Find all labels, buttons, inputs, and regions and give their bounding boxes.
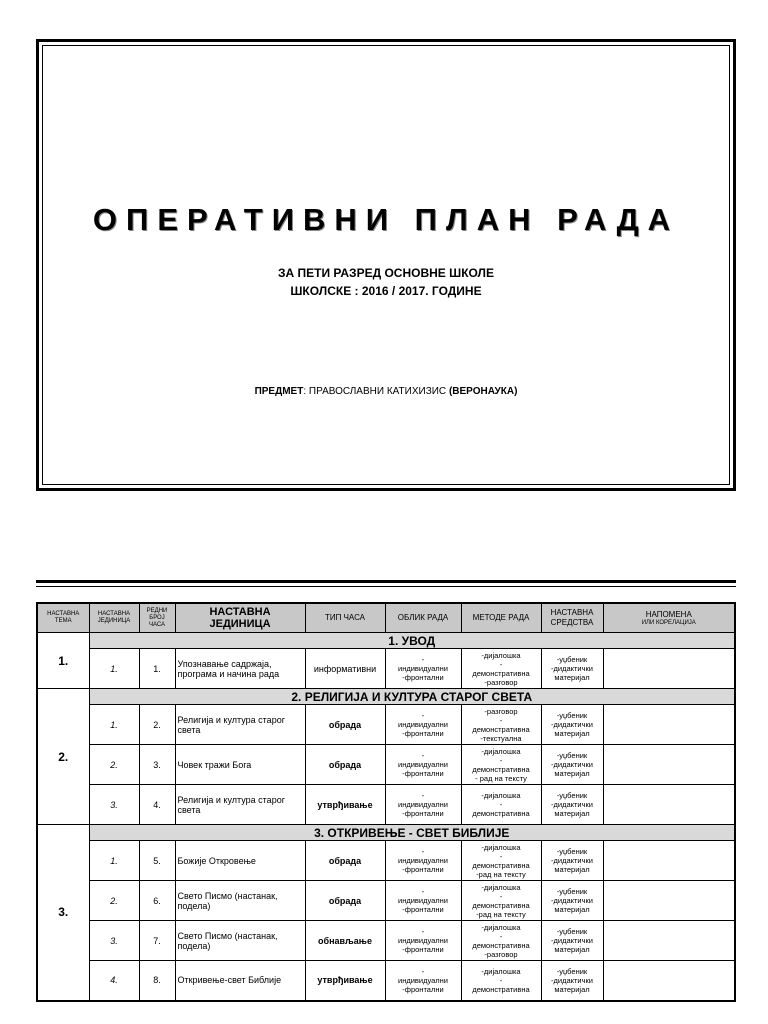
subject-line	[43, 386, 729, 397]
note-cell	[603, 705, 735, 745]
unit-number: 1.	[89, 841, 139, 881]
lesson-name: Религија и култура старог света	[175, 785, 305, 825]
teaching-resources: -уџбеник -дидактички материјал	[541, 705, 603, 745]
note-cell	[603, 961, 735, 1001]
teaching-resources: -уџбеник -дидактички материјал	[541, 881, 603, 921]
work-form: - индивидуални -фронтални	[385, 745, 461, 785]
section-title: 1. УВОД	[89, 633, 735, 649]
unit-number: 4.	[89, 961, 139, 1001]
subject-value: : ПРАВОСЛАВНИ КАТИХИЗИС	[303, 386, 449, 397]
teaching-methods: -дијалошка - демонстративна	[461, 961, 541, 1001]
lesson-type: обрада	[305, 705, 385, 745]
topic-number: 2.	[37, 689, 89, 825]
teaching-methods: -дијалошка - демонстративна -рад на тексту	[461, 881, 541, 921]
separator-thin	[36, 586, 736, 587]
teaching-methods: -дијалошка - демонстративна	[461, 785, 541, 825]
lesson-number: 3.	[139, 745, 175, 785]
teaching-methods: -разговор - демонстративна -текстуална	[461, 705, 541, 745]
lesson-name: Свето Писмо (настанак, подела)	[175, 921, 305, 961]
cover-frame	[36, 39, 736, 491]
unit-number: 3.	[89, 921, 139, 961]
note-cell	[603, 881, 735, 921]
header-note-line2: ИЛИ КОРЕЛАЦИЈА	[641, 619, 696, 626]
cover-inner-border	[42, 45, 730, 485]
lesson-name: Откривење-свет Библије	[175, 961, 305, 1001]
header-row	[37, 603, 735, 633]
teaching-resources: -уџбеник -дидактички материјал	[541, 785, 603, 825]
header-methods: МЕТОДЕ РАДА	[461, 603, 541, 633]
header-topic: НАСТАВНА ТЕМА	[37, 603, 89, 633]
teaching-resources: -уџбеник -дидактички материјал	[541, 649, 603, 689]
header-note-line1: НАПОМЕНА	[645, 609, 692, 619]
lesson-number: 8.	[139, 961, 175, 1001]
header-type: ТИП ЧАСА	[305, 603, 385, 633]
header-num: РЕДНИ БРОЈ ЧАСА	[139, 603, 175, 633]
lesson-name: Божије Откровење	[175, 841, 305, 881]
lesson-name: Упознавање садржаја, програма и начина рада	[175, 649, 305, 689]
plan-table	[36, 602, 736, 1002]
table-row	[37, 649, 735, 689]
lesson-number: 4.	[139, 785, 175, 825]
grade-line: ЗА ПЕТИ РАЗРЕД ОСНОВНЕ ШКОЛЕ	[278, 266, 494, 280]
header-form: ОБЛИК РАДА	[385, 603, 461, 633]
unit-number: 2.	[89, 745, 139, 785]
note-cell	[603, 745, 735, 785]
topic-number: 1.	[37, 633, 89, 689]
note-cell	[603, 841, 735, 881]
lesson-number: 5.	[139, 841, 175, 881]
lesson-name: Свето Писмо (настанак, подела)	[175, 881, 305, 921]
unit-number: 3.	[89, 785, 139, 825]
lesson-number: 1.	[139, 649, 175, 689]
section-title: 3. ОТКРИВЕЊЕ - СВЕТ БИБЛИЈЕ	[89, 825, 735, 841]
school-year-line: ШКОЛСКЕ : 2016 / 2017. ГОДИНЕ	[290, 284, 482, 298]
plan-table-body	[37, 633, 735, 1001]
work-form: - индивидуални -фронтални	[385, 841, 461, 881]
unit-number: 1.	[89, 649, 139, 689]
table-row	[37, 705, 735, 745]
lesson-type: обрада	[305, 881, 385, 921]
header-note	[603, 603, 735, 633]
lesson-type: обрада	[305, 745, 385, 785]
work-form: - индивидуални -фронтални	[385, 705, 461, 745]
section-row	[37, 633, 735, 649]
lesson-type: утврђивање	[305, 961, 385, 1001]
teaching-resources: -уџбеник -дидактички материјал	[541, 745, 603, 785]
lesson-type: информативни	[305, 649, 385, 689]
section-row	[37, 689, 735, 705]
header-unit: НАСТАВНА ЈЕДИНИЦА	[89, 603, 139, 633]
work-form: - индивидуални -фронтални	[385, 785, 461, 825]
work-form: - индивидуални -фронтални	[385, 921, 461, 961]
teaching-resources: -уџбеник -дидактички материјал	[541, 961, 603, 1001]
subject-label: ПРЕДМЕТ	[254, 386, 304, 397]
lesson-type: обнављање	[305, 921, 385, 961]
work-form: - индивидуални -фронтални	[385, 961, 461, 1001]
table-row	[37, 785, 735, 825]
teaching-methods: -дијалошка - демонстративна -рад на тексту	[461, 841, 541, 881]
note-cell	[603, 649, 735, 689]
table-row	[37, 961, 735, 1001]
table-row	[37, 921, 735, 961]
lesson-number: 2.	[139, 705, 175, 745]
teaching-methods: -дијалошка - демонстративна -разговор	[461, 921, 541, 961]
teaching-methods: -дијалошка - демонстративна -разговор	[461, 649, 541, 689]
note-cell	[603, 785, 735, 825]
header-resources: НАСТАВНА СРЕДСТВА	[541, 603, 603, 633]
section-title: 2. РЕЛИГИЈА И КУЛТУРА СТАРОГ СВЕТА	[89, 689, 735, 705]
subject-bold: (ВЕРОНАУКА)	[448, 386, 518, 397]
separator-thick	[36, 580, 736, 583]
table-row	[37, 841, 735, 881]
table-row	[37, 881, 735, 921]
lesson-type: обрада	[305, 841, 385, 881]
work-form: - индивидуални -фронтални	[385, 881, 461, 921]
note-cell	[603, 921, 735, 961]
teaching-methods: -дијалошка - демонстративна - рад на тексту	[461, 745, 541, 785]
document-title: ОПЕРАТИВНИ ПЛАН РАДА	[92, 202, 680, 237]
topic-number: 3.	[37, 825, 89, 1001]
lesson-name: Човек тражи Бога	[175, 745, 305, 785]
teaching-resources: -уџбеник -дидактички материјал	[541, 921, 603, 961]
table-row	[37, 745, 735, 785]
lesson-name: Религија и култура старог света	[175, 705, 305, 745]
lesson-number: 7.	[139, 921, 175, 961]
unit-number: 2.	[89, 881, 139, 921]
section-row	[37, 825, 735, 841]
lesson-type: утврђивање	[305, 785, 385, 825]
work-form: - индивидуални -фронтални	[385, 649, 461, 689]
lesson-number: 6.	[139, 881, 175, 921]
teaching-resources: -уџбеник -дидактички материјал	[541, 841, 603, 881]
unit-number: 1.	[89, 705, 139, 745]
header-lesson: НАСТАВНА ЈЕДИНИЦА	[175, 603, 305, 633]
